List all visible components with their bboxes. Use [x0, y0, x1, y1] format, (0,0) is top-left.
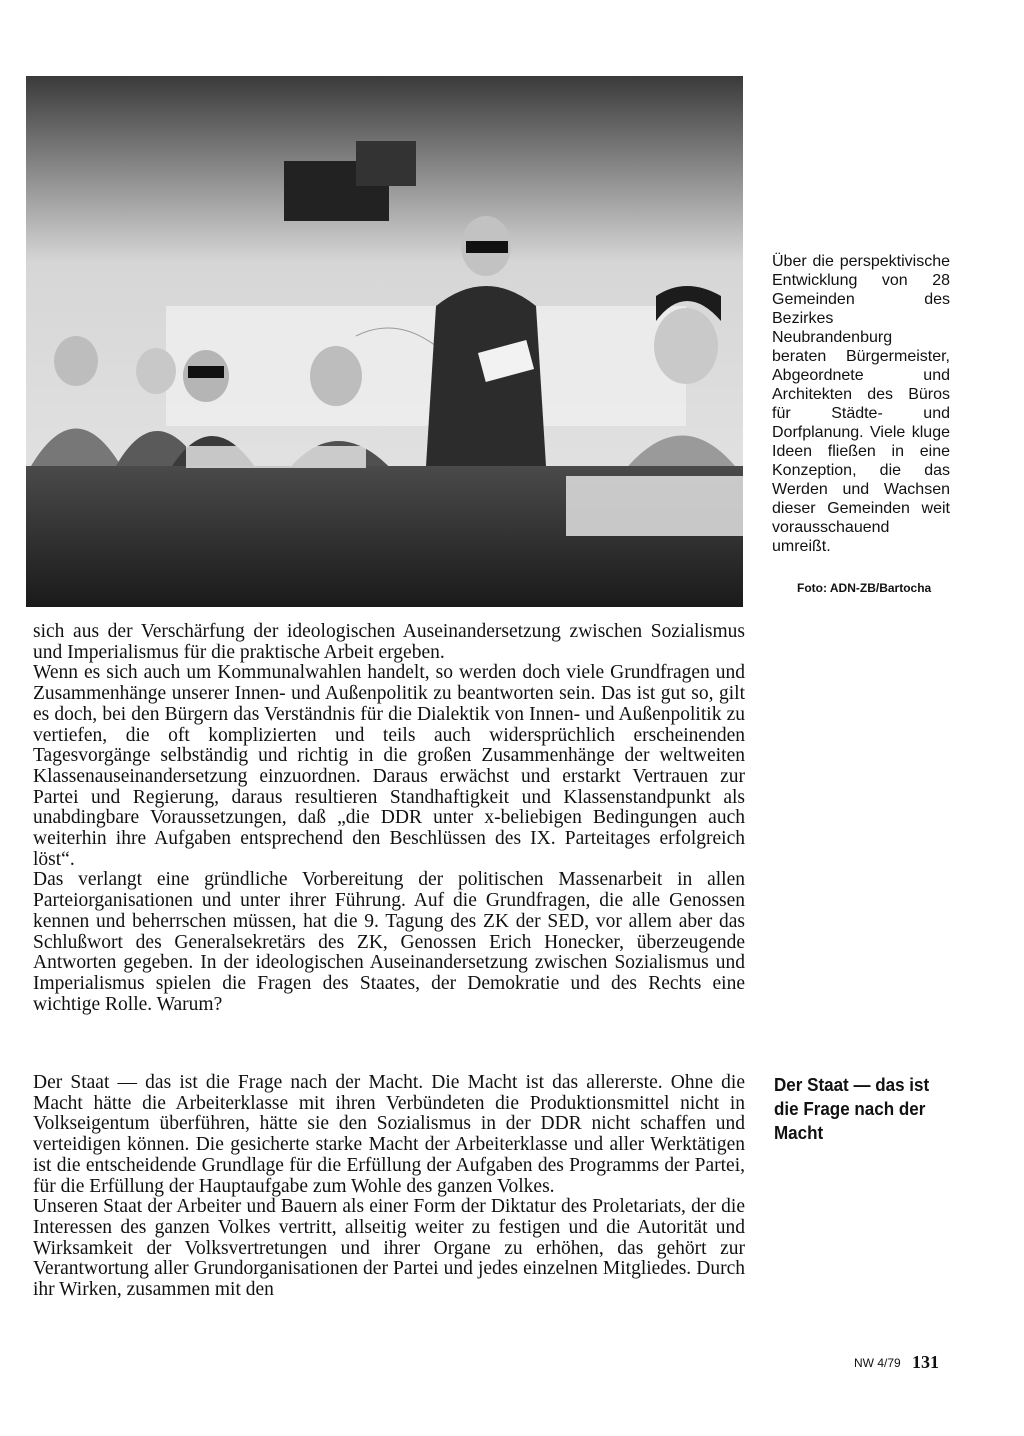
page-number: 131: [912, 1352, 939, 1372]
photo-caption: Über die perspektivische Entwicklung von 28 Gemeinden des Bezirkes Neubrandenburg beraten Bürgermeister, Abgeordnete und Architekten des Büros für Städte- und Dorfplanung. Viele kluge Ideen fließen in eine Konzeption, die das Werden und Wachsen dieser Gemeinden weit vorausschauend umreißt.: [772, 253, 950, 555]
article-body-part-2: [33, 1073, 745, 1301]
issue-label: NW 4/79: [854, 1356, 901, 1370]
paragraph: Unseren Staat der Arbeiter und Bauern als einer Form der Diktatur des Proletariats, der die Interessen des ganzen Volkes vertritt, allseitig weiter zu festigen und die Autorität und Wirksamkeit der Volksvertretungen und ihrer Organe zu erhöhen, das gehört zur Verantwortung aller Grundorganisationen der Partei und jedes einzelnen Mitgliedes. Durch ihr Wirken, zusammen mit den: [33, 1196, 745, 1301]
photo-credit: Foto: ADN-ZB/Bartocha: [797, 581, 932, 595]
paragraph: Der Staat — das ist die Frage nach der Macht. Die Macht ist das allererste. Ohne die Macht hätte die Arbeiterklasse mit ihren Verbündeten die Produktionsmittel nicht in Volkseigentum überführen, hätte sie den Sozialismus in der DDR nicht schaffen und verteidigen können. Die gesicherte starke Macht der Arbeiterklasse und aller Werktätigen ist die entscheidende Grundlage für die Erfüllung der Aufgaben des Programms der Partei, für die Erfüllung der Hauptaufgabe zum Wohle des ganzen Volkes.: [33, 1072, 745, 1197]
paragraph: sich aus der Verschärfung der ideologischen Auseinandersetzung zwischen Sozialismus und Imperialismus für die praktische Arbeit ergeben.: [33, 621, 745, 663]
paragraph: Wenn es sich auch um Kommunalwahlen handelt, so werden doch viele Grundfragen und Zusammenhänge unserer Innen- und Außenpolitik zu beantworten sein. Das ist gut so, gilt es doch, bei den Bürgern das Verständnis für die Dialektik von Innen- und Außenpolitik zu vertiefen, die oft komplizierten und teils auch widersprüchlich erscheinenden Tagesvorgänge selbständig und richtig in die großen Zusammenhänge der weltweiten Klassenauseinandersetzung einzuordnen. Daraus erwächst und erstarkt Vertrauen zur Partei und Regierung, daraus resultieren Standhaftigkeit und Klassenstandpunkt als unabdingbare Voraussetzungen, daß „die DDR unter x-beliebigen Bedingungen auch weiterhin ihre Aufgaben entsprechend den Beschlüssen des IX. Parteitages erfolgreich löst“.: [33, 662, 745, 870]
article-body-part-1: [33, 622, 745, 1015]
section-heading: Der Staat — das ist die Frage nach der Macht: [774, 1074, 930, 1143]
meeting-photo: [26, 76, 743, 607]
paragraph: Das verlangt eine gründliche Vorbereitung der politischen Massenarbeit in allen Parteiorganisationen und unter ihrer Führung. Auf die Grundfragen, die alle Genossen kennen und beherrschen müssen, hat die 9. Tagung des ZK der SED, vor allem aber das Schlußwort des Generalsekretärs des ZK, Genossen Erich Honecker, überzeugende Antworten gegeben. In der ideologischen Auseinandersetzung zwischen Sozialismus und Imperialismus spielen die Fragen des Staates, der Demokratie und des Rechts eine wichtige Rolle. Warum?: [33, 869, 745, 1015]
